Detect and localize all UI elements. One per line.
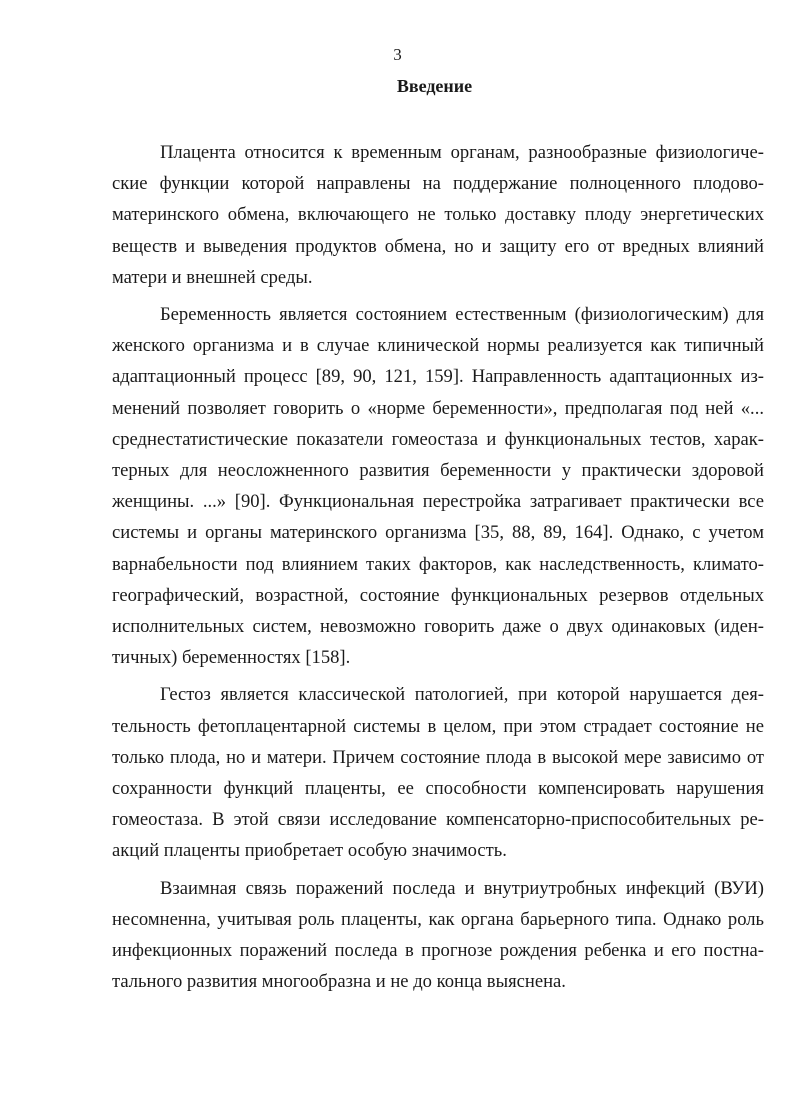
paragraph-gestosis: Гестоз является классической патологией, при которой нарушается деятельность фетоплацентарной системы в целом, при этом страдает состояние не только плода, но и матери. Причем состояние плода в высокой мере зависимо от сохранности функций плаценты, ее способности компенсировать нарушения гомеостаза. В этой связи исследование компенсаторно-приспособительных реакций плаценты приобретает особую значимость. (112, 684, 764, 862)
body-text (112, 137, 764, 997)
paragraph-infections: Взаимная связь поражений последа и внутриутробных инфекций (ВУИ) несомненна, учитывая роль плаценты, как органа барьерного типа. Однако роль инфекционных поражений последа в прогнозе рождения ребенка и его постнатального развития многообразна и не до конца выяснена. (112, 877, 764, 993)
section-title: Введение (396, 76, 473, 96)
page-number: 3 (393, 45, 402, 64)
paragraph-placenta: Плацента относится к временным органам, разнообразные физиологические функции которой направлены на поддержание полноценного плодово-материнского обмена, включающего не только доставку плоду энергетических веществ и выведения продуктов обмена, но и защиту его от вредных влияний матери и внешней среды. (112, 142, 764, 288)
paragraph-pregnancy: Беременность является состоянием естественным (физиологическим) для женского организма и в случае клинической нормы реализуется как типичный адаптационный процесс [89, 90, 121, 159]. Направленность адаптационных изменений позволяет говорить о «норме беременности», предполагая под ней «... среднестатистические показатели гомеостаза и функциональных тестов, характерных для неосложненного развития беременности у практически здоровой женщины. ...» [90]. Функциональная перестройка затрагивает практически все системы и органы материнского организма [35, 88, 89, 164]. Однако, с учетом варнабельности под влиянием таких факторов, как наследственность, климато-географический, возрастной, состояние функциональных резервов отдельных исполнительных систем, невозможно говорить даже о двух одинаковых (идентичных) беременностях [158]. (112, 304, 764, 669)
